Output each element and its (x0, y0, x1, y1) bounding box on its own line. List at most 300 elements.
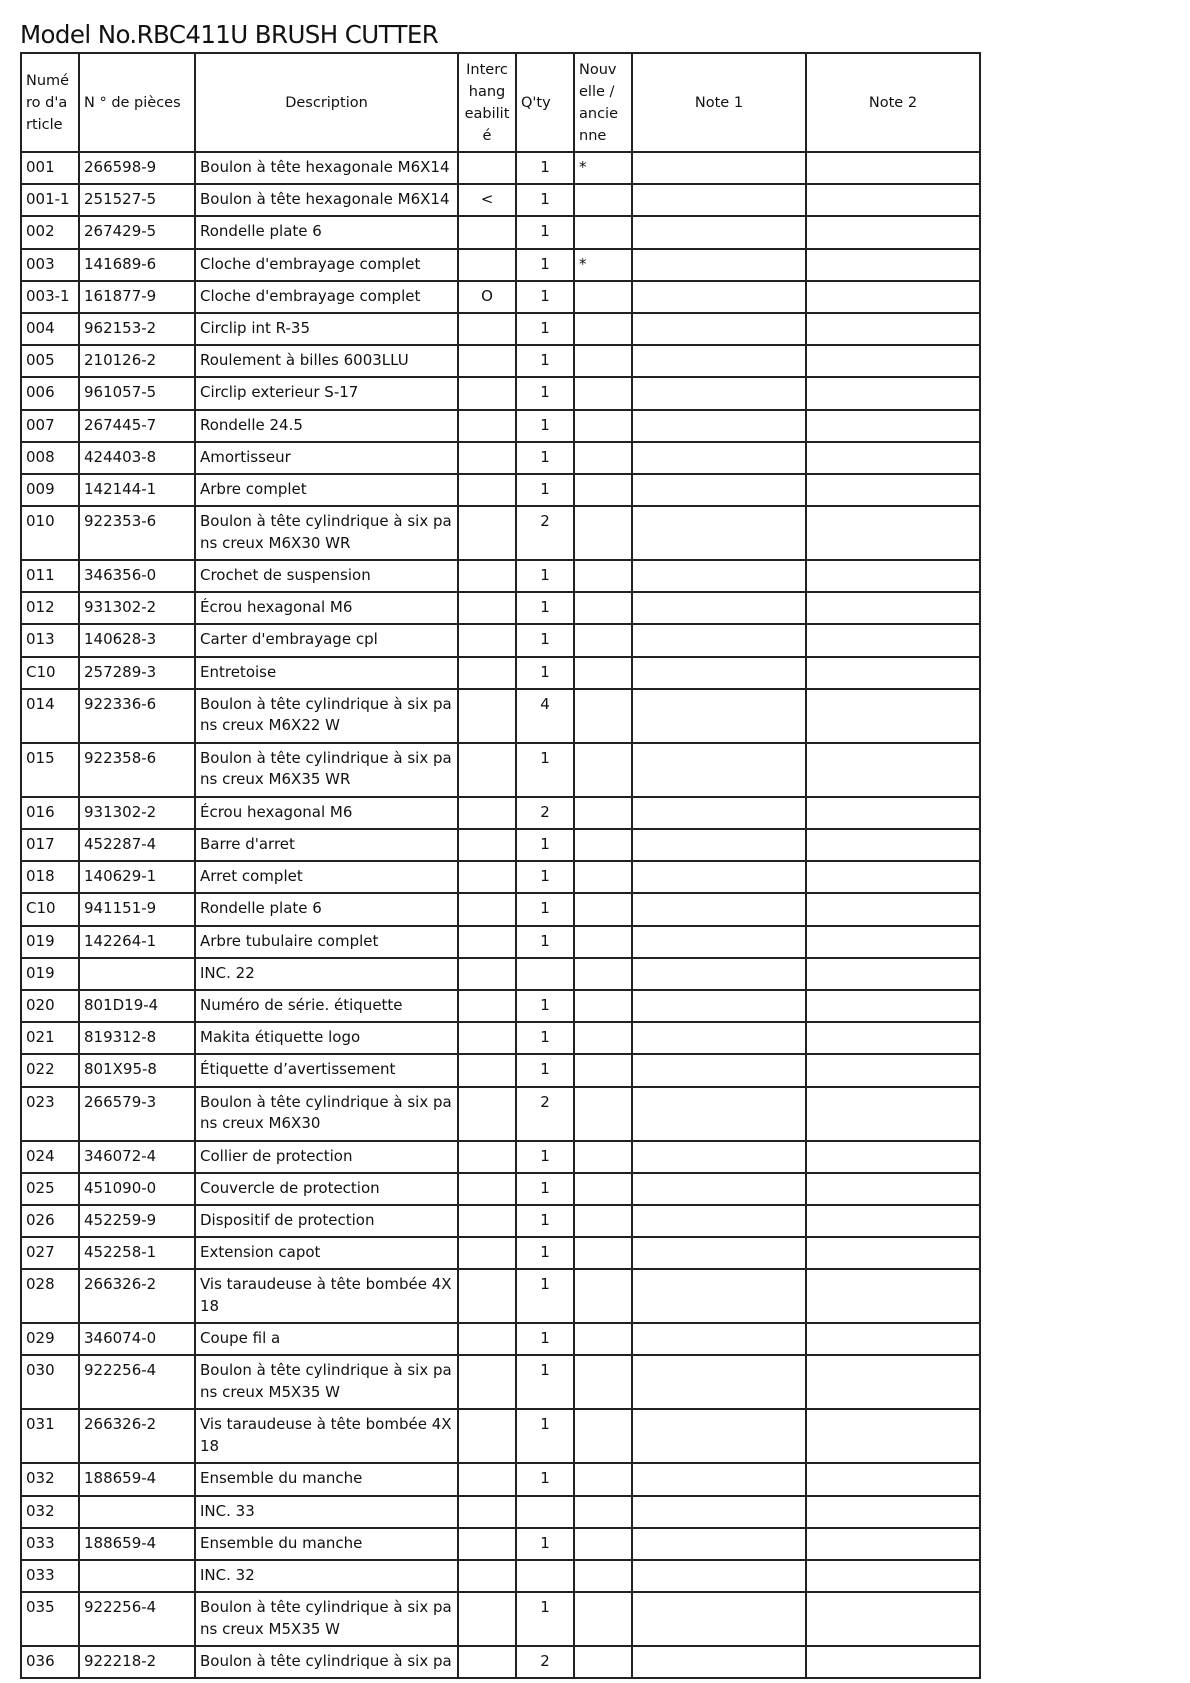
table-row (21, 990, 980, 1022)
table-row (21, 1463, 980, 1495)
cell-note-2 (806, 216, 980, 248)
cell-interchangeability (458, 377, 516, 409)
cell-note-2 (806, 410, 980, 442)
cell-part-number: 451090-0 (79, 1173, 195, 1205)
cell-item-number: 016 (21, 797, 79, 829)
table-row (21, 377, 980, 409)
cell-note-1 (632, 216, 806, 248)
cell-item-number: 014 (21, 689, 79, 743)
table-row (21, 1022, 980, 1054)
cell-new-old (574, 560, 632, 592)
cell-part-number: 424403-8 (79, 442, 195, 474)
cell-new-old (574, 1237, 632, 1269)
cell-new-old (574, 1528, 632, 1560)
cell-part-number: 266579-3 (79, 1087, 195, 1141)
header-interchangeability: Interc hang eabilit é (458, 53, 516, 152)
cell-note-1 (632, 624, 806, 656)
parts-table (20, 52, 981, 1679)
cell-note-2 (806, 152, 980, 184)
cell-item-number: 013 (21, 624, 79, 656)
cell-new-old (574, 1173, 632, 1205)
cell-new-old (574, 1496, 632, 1528)
cell-note-1 (632, 1646, 806, 1678)
cell-note-2 (806, 689, 980, 743)
cell-new-old (574, 1646, 632, 1678)
cell-interchangeability (458, 1205, 516, 1237)
cell-new-old (574, 313, 632, 345)
cell-note-2 (806, 1205, 980, 1237)
table-row (21, 474, 980, 506)
cell-quantity (516, 1496, 574, 1528)
cell-part-number: 452287-4 (79, 829, 195, 861)
cell-part-number: 161877-9 (79, 281, 195, 313)
table-row (21, 560, 980, 592)
table-row (21, 1560, 980, 1592)
cell-quantity: 1 (516, 829, 574, 861)
cell-quantity: 1 (516, 377, 574, 409)
cell-part-number: 267429-5 (79, 216, 195, 248)
cell-interchangeability (458, 1496, 516, 1528)
cell-part-number: 931302-2 (79, 797, 195, 829)
cell-new-old (574, 958, 632, 990)
cell-part-number: 267445-7 (79, 410, 195, 442)
cell-item-number: 005 (21, 345, 79, 377)
cell-item-number: 019 (21, 958, 79, 990)
cell-interchangeability (458, 1022, 516, 1054)
cell-note-2 (806, 797, 980, 829)
cell-new-old (574, 743, 632, 797)
cell-item-number: 028 (21, 1269, 79, 1323)
header-quantity: Q'ty (516, 53, 574, 152)
cell-description: Arbre tubulaire complet (195, 926, 458, 958)
cell-quantity: 1 (516, 1409, 574, 1463)
cell-description: Dispositif de protection (195, 1205, 458, 1237)
cell-note-2 (806, 281, 980, 313)
cell-note-1 (632, 743, 806, 797)
cell-note-1 (632, 990, 806, 1022)
cell-note-2 (806, 345, 980, 377)
cell-quantity: 1 (516, 1463, 574, 1495)
parts-table-body (21, 152, 980, 1678)
cell-note-2 (806, 506, 980, 560)
cell-new-old (574, 1054, 632, 1086)
cell-new-old (574, 861, 632, 893)
cell-quantity: 1 (516, 313, 574, 345)
cell-quantity: 1 (516, 743, 574, 797)
cell-note-1 (632, 1237, 806, 1269)
cell-note-1 (632, 1560, 806, 1592)
cell-note-1 (632, 926, 806, 958)
cell-part-number (79, 1496, 195, 1528)
cell-interchangeability (458, 990, 516, 1022)
cell-interchangeability (458, 249, 516, 281)
cell-item-number: 026 (21, 1205, 79, 1237)
cell-interchangeability (458, 345, 516, 377)
cell-note-1 (632, 1592, 806, 1646)
cell-note-1 (632, 249, 806, 281)
cell-interchangeability (458, 1269, 516, 1323)
cell-quantity: 1 (516, 474, 574, 506)
cell-item-number: 021 (21, 1022, 79, 1054)
table-row (21, 861, 980, 893)
cell-item-number: 008 (21, 442, 79, 474)
cell-note-2 (806, 893, 980, 925)
cell-item-number: 015 (21, 743, 79, 797)
cell-interchangeability (458, 442, 516, 474)
cell-note-1 (632, 829, 806, 861)
cell-item-number: 027 (21, 1237, 79, 1269)
cell-new-old (574, 184, 632, 216)
cell-note-1 (632, 345, 806, 377)
header-description: Description (195, 53, 458, 152)
cell-item-number: 019 (21, 926, 79, 958)
table-row (21, 1323, 980, 1355)
cell-part-number: 922353-6 (79, 506, 195, 560)
cell-quantity: 1 (516, 1237, 574, 1269)
cell-quantity: 1 (516, 861, 574, 893)
cell-description: Vis taraudeuse à tête bombée 4X 18 (195, 1269, 458, 1323)
cell-note-2 (806, 442, 980, 474)
table-row (21, 1592, 980, 1646)
cell-part-number: 452259-9 (79, 1205, 195, 1237)
table-row (21, 657, 980, 689)
table-row (21, 1054, 980, 1086)
cell-description: Couvercle de protection (195, 1173, 458, 1205)
cell-note-1 (632, 560, 806, 592)
cell-description: Crochet de suspension (195, 560, 458, 592)
cell-item-number: 004 (21, 313, 79, 345)
cell-item-number: 035 (21, 1592, 79, 1646)
cell-interchangeability (458, 1646, 516, 1678)
cell-note-1 (632, 1496, 806, 1528)
cell-description: Numéro de série. étiquette (195, 990, 458, 1022)
cell-part-number: 922218-2 (79, 1646, 195, 1678)
cell-part-number: 819312-8 (79, 1022, 195, 1054)
cell-note-1 (632, 1173, 806, 1205)
cell-new-old (574, 377, 632, 409)
cell-item-number: 022 (21, 1054, 79, 1086)
table-row (21, 743, 980, 797)
cell-description: Rondelle plate 6 (195, 893, 458, 925)
cell-description: Ensemble du manche (195, 1528, 458, 1560)
cell-part-number: 922336-6 (79, 689, 195, 743)
cell-new-old (574, 926, 632, 958)
cell-interchangeability (458, 560, 516, 592)
cell-note-2 (806, 926, 980, 958)
cell-interchangeability (458, 1141, 516, 1173)
cell-quantity: 1 (516, 893, 574, 925)
cell-description: Boulon à tête cylindrique à six pa ns creux M6X22 W (195, 689, 458, 743)
cell-note-2 (806, 1646, 980, 1678)
cell-description: Makita étiquette logo (195, 1022, 458, 1054)
cell-interchangeability (458, 1592, 516, 1646)
cell-new-old: * (574, 249, 632, 281)
table-row (21, 345, 980, 377)
document-title: Model No.RBC411U BRUSH CUTTER (20, 20, 439, 49)
cell-note-1 (632, 1054, 806, 1086)
cell-new-old: * (574, 152, 632, 184)
cell-new-old (574, 345, 632, 377)
cell-item-number: 001-1 (21, 184, 79, 216)
cell-note-2 (806, 829, 980, 861)
cell-interchangeability: O (458, 281, 516, 313)
table-row (21, 592, 980, 624)
cell-interchangeability (458, 506, 516, 560)
cell-quantity: 1 (516, 1528, 574, 1560)
cell-part-number: 922256-4 (79, 1592, 195, 1646)
cell-part-number: 941151-9 (79, 893, 195, 925)
cell-new-old (574, 506, 632, 560)
table-row (21, 1409, 980, 1463)
cell-description: Collier de protection (195, 1141, 458, 1173)
cell-interchangeability: < (458, 184, 516, 216)
cell-part-number: 922256-4 (79, 1355, 195, 1409)
cell-note-2 (806, 1409, 980, 1463)
cell-quantity: 1 (516, 1022, 574, 1054)
cell-note-2 (806, 1022, 980, 1054)
cell-note-1 (632, 1022, 806, 1054)
cell-note-2 (806, 861, 980, 893)
cell-interchangeability (458, 1087, 516, 1141)
cell-note-1 (632, 410, 806, 442)
table-row (21, 1087, 980, 1141)
cell-part-number: 801X95-8 (79, 1054, 195, 1086)
cell-note-2 (806, 624, 980, 656)
cell-note-2 (806, 1323, 980, 1355)
cell-item-number: 009 (21, 474, 79, 506)
cell-interchangeability (458, 1173, 516, 1205)
cell-note-1 (632, 893, 806, 925)
cell-description: Coupe fil a (195, 1323, 458, 1355)
cell-new-old (574, 1463, 632, 1495)
cell-part-number: 257289-3 (79, 657, 195, 689)
cell-new-old (574, 1087, 632, 1141)
cell-interchangeability (458, 1528, 516, 1560)
cell-quantity: 1 (516, 657, 574, 689)
cell-note-2 (806, 1269, 980, 1323)
cell-note-2 (806, 1173, 980, 1205)
cell-item-number: 006 (21, 377, 79, 409)
cell-interchangeability (458, 313, 516, 345)
cell-note-2 (806, 1237, 980, 1269)
cell-part-number: 266326-2 (79, 1409, 195, 1463)
cell-part-number (79, 1560, 195, 1592)
header-note-1: Note 1 (632, 53, 806, 152)
cell-quantity: 1 (516, 1054, 574, 1086)
cell-note-1 (632, 474, 806, 506)
cell-part-number: 961057-5 (79, 377, 195, 409)
cell-note-1 (632, 592, 806, 624)
cell-note-2 (806, 377, 980, 409)
cell-note-2 (806, 1528, 980, 1560)
table-row (21, 797, 980, 829)
cell-item-number: 007 (21, 410, 79, 442)
cell-interchangeability (458, 1560, 516, 1592)
cell-note-1 (632, 506, 806, 560)
cell-description: Rondelle plate 6 (195, 216, 458, 248)
cell-item-number: 036 (21, 1646, 79, 1678)
header-part-number: N ° de pièces (79, 53, 195, 152)
cell-note-1 (632, 1409, 806, 1463)
cell-quantity: 1 (516, 410, 574, 442)
cell-quantity: 1 (516, 1141, 574, 1173)
cell-interchangeability (458, 958, 516, 990)
table-row (21, 152, 980, 184)
table-row (21, 1173, 980, 1205)
cell-part-number: 931302-2 (79, 592, 195, 624)
cell-interchangeability (458, 926, 516, 958)
cell-new-old (574, 1022, 632, 1054)
cell-interchangeability (458, 152, 516, 184)
cell-item-number: 001 (21, 152, 79, 184)
cell-interchangeability (458, 624, 516, 656)
cell-quantity: 1 (516, 345, 574, 377)
cell-interchangeability (458, 1054, 516, 1086)
cell-interchangeability (458, 1355, 516, 1409)
table-row (21, 689, 980, 743)
cell-note-1 (632, 1205, 806, 1237)
cell-item-number: 003 (21, 249, 79, 281)
cell-note-1 (632, 958, 806, 990)
cell-interchangeability (458, 829, 516, 861)
cell-part-number: 251527-5 (79, 184, 195, 216)
cell-quantity: 2 (516, 1087, 574, 1141)
cell-part-number: 188659-4 (79, 1463, 195, 1495)
cell-note-1 (632, 377, 806, 409)
table-row (21, 624, 980, 656)
cell-description: Extension capot (195, 1237, 458, 1269)
table-row (21, 281, 980, 313)
cell-note-2 (806, 1496, 980, 1528)
cell-new-old (574, 281, 632, 313)
cell-description: Entretoise (195, 657, 458, 689)
cell-note-2 (806, 743, 980, 797)
cell-part-number: 346356-0 (79, 560, 195, 592)
cell-description: Cloche d'embrayage complet (195, 281, 458, 313)
cell-item-number: 032 (21, 1463, 79, 1495)
cell-note-1 (632, 1528, 806, 1560)
cell-description: Ensemble du manche (195, 1463, 458, 1495)
cell-new-old (574, 1592, 632, 1646)
cell-quantity: 1 (516, 216, 574, 248)
cell-note-2 (806, 474, 980, 506)
cell-quantity: 1 (516, 1173, 574, 1205)
cell-quantity: 1 (516, 926, 574, 958)
cell-quantity (516, 958, 574, 990)
cell-new-old (574, 797, 632, 829)
cell-quantity: 2 (516, 797, 574, 829)
cell-interchangeability (458, 1323, 516, 1355)
cell-note-1 (632, 1141, 806, 1173)
cell-quantity: 1 (516, 442, 574, 474)
cell-description: Boulon à tête hexagonale M6X14 (195, 152, 458, 184)
cell-description: Circlip int R-35 (195, 313, 458, 345)
cell-note-2 (806, 958, 980, 990)
table-row (21, 313, 980, 345)
table-row (21, 958, 980, 990)
cell-note-2 (806, 1560, 980, 1592)
table-row (21, 1141, 980, 1173)
cell-note-2 (806, 1463, 980, 1495)
cell-note-1 (632, 1323, 806, 1355)
cell-item-number: 033 (21, 1560, 79, 1592)
cell-note-2 (806, 592, 980, 624)
cell-quantity: 4 (516, 689, 574, 743)
cell-part-number: 346072-4 (79, 1141, 195, 1173)
cell-note-1 (632, 184, 806, 216)
cell-part-number: 142264-1 (79, 926, 195, 958)
cell-description: Boulon à tête hexagonale M6X14 (195, 184, 458, 216)
cell-part-number: 141689-6 (79, 249, 195, 281)
cell-quantity: 2 (516, 1646, 574, 1678)
cell-description: INC. 33 (195, 1496, 458, 1528)
table-row (21, 926, 980, 958)
cell-description: Boulon à tête cylindrique à six pa (195, 1646, 458, 1678)
cell-note-1 (632, 1269, 806, 1323)
cell-item-number: 031 (21, 1409, 79, 1463)
cell-part-number: 266326-2 (79, 1269, 195, 1323)
cell-quantity: 1 (516, 624, 574, 656)
cell-quantity: 1 (516, 1323, 574, 1355)
cell-note-2 (806, 1054, 980, 1086)
cell-item-number: 025 (21, 1173, 79, 1205)
cell-item-number: 029 (21, 1323, 79, 1355)
header-note-2: Note 2 (806, 53, 980, 152)
cell-item-number: 003-1 (21, 281, 79, 313)
cell-interchangeability (458, 861, 516, 893)
cell-description: Arbre complet (195, 474, 458, 506)
cell-description: Étiquette d’avertissement (195, 1054, 458, 1086)
cell-part-number: 140629-1 (79, 861, 195, 893)
cell-item-number: 032 (21, 1496, 79, 1528)
cell-part-number: 210126-2 (79, 345, 195, 377)
cell-item-number: 023 (21, 1087, 79, 1141)
cell-note-2 (806, 249, 980, 281)
cell-new-old (574, 990, 632, 1022)
cell-note-1 (632, 657, 806, 689)
cell-description: Rondelle 24.5 (195, 410, 458, 442)
cell-note-1 (632, 152, 806, 184)
cell-description: Carter d'embrayage cpl (195, 624, 458, 656)
cell-note-2 (806, 560, 980, 592)
cell-part-number: 140628-3 (79, 624, 195, 656)
cell-new-old (574, 442, 632, 474)
cell-part-number: 346074-0 (79, 1323, 195, 1355)
cell-note-2 (806, 657, 980, 689)
table-row (21, 506, 980, 560)
table-row (21, 1496, 980, 1528)
cell-description: Barre d'arret (195, 829, 458, 861)
cell-new-old (574, 1355, 632, 1409)
cell-quantity: 1 (516, 1205, 574, 1237)
cell-quantity: 1 (516, 1269, 574, 1323)
cell-description: Circlip exterieur S-17 (195, 377, 458, 409)
cell-item-number: 024 (21, 1141, 79, 1173)
cell-new-old (574, 657, 632, 689)
cell-interchangeability (458, 474, 516, 506)
cell-description: Vis taraudeuse à tête bombée 4X 18 (195, 1409, 458, 1463)
cell-new-old (574, 216, 632, 248)
cell-note-2 (806, 184, 980, 216)
cell-interchangeability (458, 689, 516, 743)
cell-note-1 (632, 1355, 806, 1409)
cell-description: Amortisseur (195, 442, 458, 474)
table-row (21, 410, 980, 442)
cell-new-old (574, 410, 632, 442)
cell-new-old (574, 893, 632, 925)
cell-note-1 (632, 1463, 806, 1495)
cell-quantity: 1 (516, 281, 574, 313)
